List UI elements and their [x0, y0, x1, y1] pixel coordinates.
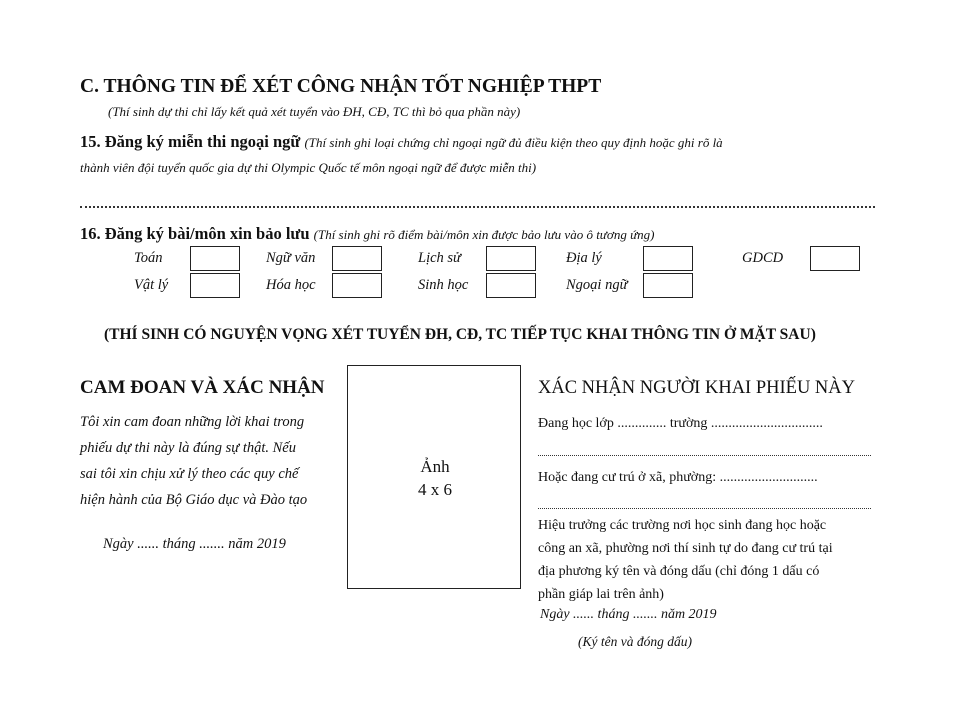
dotted-fill-line[interactable]: [538, 508, 871, 509]
subject-label-toan: Toán: [134, 250, 163, 266]
subject-label-ngu-van: Ngữ văn: [266, 250, 316, 266]
score-box-hoa-hoc[interactable]: [332, 273, 382, 298]
item15-line: [80, 132, 723, 152]
section-c-note: (Thí sinh dự thi chỉ lấy kết quả xét tuyển vào ĐH, CĐ, TC thì bỏ qua phần này): [108, 104, 521, 119]
cam-doan-line: sai tôi xin chịu xử lý theo các quy chế: [80, 466, 299, 482]
xac-nhan-title: XÁC NHẬN NGƯỜI KHAI PHIẾU NÀY: [538, 378, 856, 398]
subject-label-vat-ly: Vật lý: [134, 277, 169, 293]
photo-box[interactable]: [347, 365, 521, 589]
photo-size: 4 x 6: [418, 480, 452, 499]
residence-line[interactable]: Hoặc đang cư trú ở xã, phường: ............................: [538, 470, 818, 485]
photo-label: Ảnh: [420, 457, 450, 476]
subject-label-dia-ly: Địa lý: [566, 250, 602, 266]
cam-doan-date: Ngày ...... tháng ....... năm 2019: [103, 536, 286, 552]
score-box-lich-su[interactable]: [486, 246, 536, 271]
cam-doan-line: hiện hành của Bộ Giáo dục và Đào tạo: [80, 492, 308, 508]
subject-label-ngoai-ngu: Ngoại ngữ: [566, 277, 628, 293]
score-box-vat-ly[interactable]: [190, 273, 240, 298]
item15-note-line2: thành viên đội tuyển quốc gia dự thi Olympic Quốc tế môn ngoại ngữ để được miễn thi): [80, 160, 537, 175]
item16-line: [80, 224, 655, 244]
xac-nhan-date: Ngày ...... tháng ....... năm 2019: [540, 607, 717, 622]
subject-label-lich-su: Lịch sử: [418, 250, 461, 266]
item15-note: (Thí sinh ghi loại chứng chỉ ngoại ngữ đủ điều kiện theo quy định hoặc ghi rõ là: [304, 135, 723, 150]
section-c-heading: C. THÔNG TIN ĐỂ XÉT CÔNG NHẬN TỐT NGHIỆP THPT: [80, 76, 602, 97]
instruction-line: địa phương ký tên và đóng dấu (chỉ đóng 1 dấu có: [538, 564, 820, 579]
class-school-line[interactable]: Đang học lớp .............. trường ................................: [538, 416, 823, 431]
instruction-line: công an xã, phường nơi thí sinh tự do đang cư trú tại: [538, 541, 833, 556]
score-box-toan[interactable]: [190, 246, 240, 271]
dotted-fill-line[interactable]: [538, 455, 871, 456]
item16-note: (Thí sinh ghi rõ điểm bài/môn xin được bảo lưu vào ô tương ứng): [313, 227, 655, 242]
item15-title: 15. Đăng ký miễn thi ngoại ngữ: [80, 132, 301, 151]
instruction-line: Hiệu trưởng các trường nơi học sinh đang học hoặc: [538, 518, 827, 533]
score-box-ngu-van[interactable]: [332, 246, 382, 271]
cam-doan-line: Tôi xin cam đoan những lời khai trong: [80, 414, 305, 430]
instruction-line: phần giáp lai trên ảnh): [538, 587, 664, 602]
back-side-notice: (THÍ SINH CÓ NGUYỆN VỌNG XÉT TUYỂN ĐH, CĐ, TC TIẾP TỤC KHAI THÔNG TIN Ở MẶT SAU): [104, 326, 816, 343]
score-box-ngoai-ngu[interactable]: [643, 273, 693, 298]
score-box-dia-ly[interactable]: [643, 246, 693, 271]
subject-label-sinh-hoc: Sinh học: [418, 277, 469, 293]
item16-title: 16. Đăng ký bài/môn xin bảo lưu: [80, 224, 310, 243]
subject-label-hoa-hoc: Hóa học: [266, 277, 316, 293]
xac-nhan-sign-note: (Ký tên và đóng dấu): [578, 634, 692, 649]
cam-doan-title: CAM ĐOAN VÀ XÁC NHẬN: [80, 377, 325, 398]
cam-doan-line: phiếu dự thi này là đúng sự thật. Nếu: [80, 440, 296, 456]
subject-label-gdcd: GDCD: [742, 250, 784, 266]
score-box-sinh-hoc[interactable]: [486, 273, 536, 298]
item15-answer-line[interactable]: [80, 206, 875, 208]
score-box-gdcd[interactable]: [810, 246, 860, 271]
